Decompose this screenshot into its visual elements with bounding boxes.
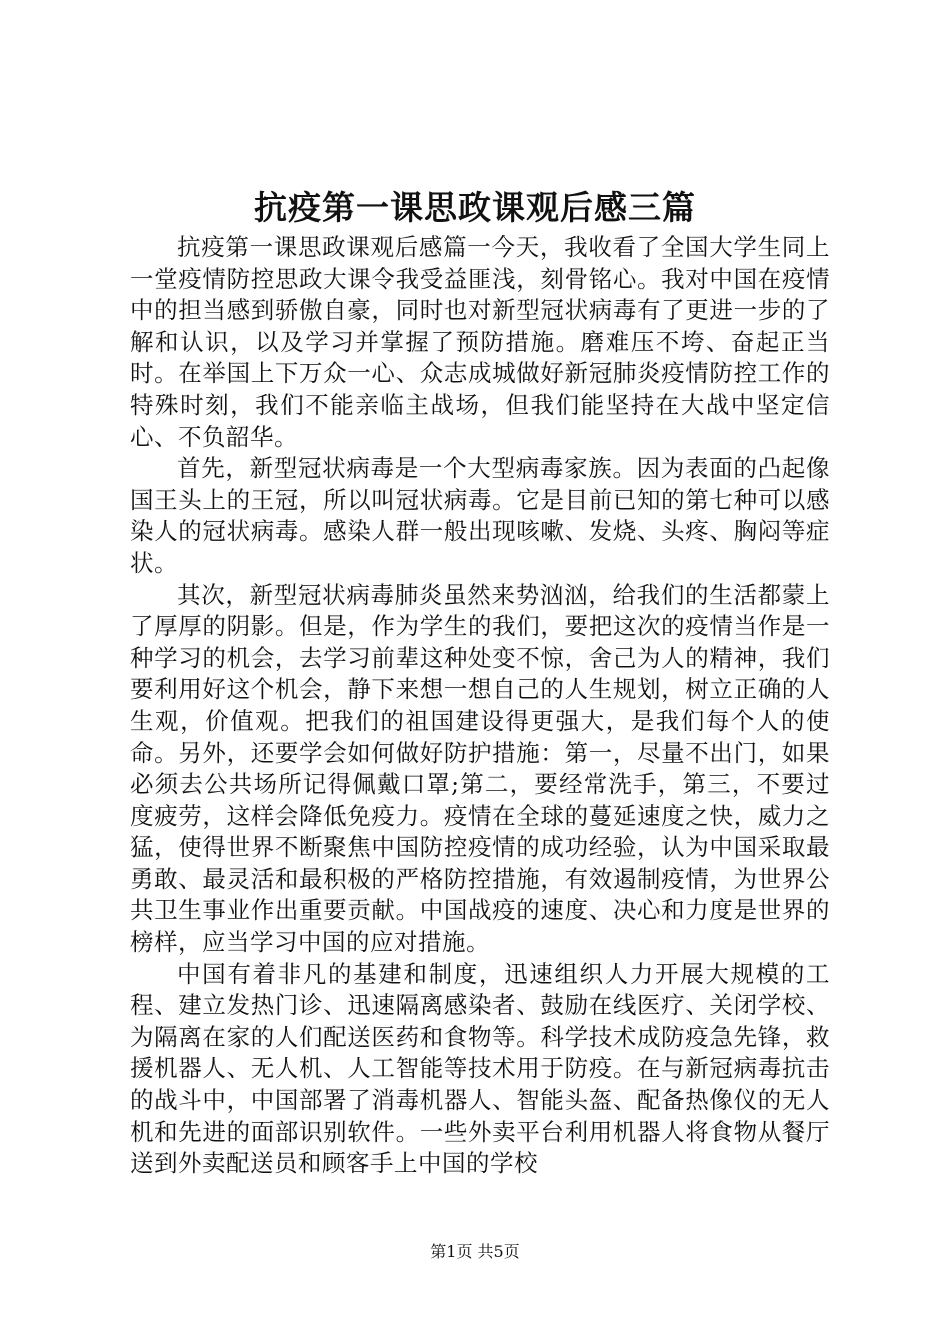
- document-body: [130, 232, 830, 1180]
- page-indicator: 第1页 共5页: [430, 1242, 520, 1261]
- document-title: 抗疫第一课思政课观后感三篇: [254, 188, 696, 227]
- paragraph: 其次，新型冠状病毒肺炎虽然来势汹汹，给我们的生活都蒙上了厚厚的阴影。但是，作为学生的我们，要把这次的疫情当作是一种学习的机会，去学习前辈这种处变不惊，舍己为人的精神，我们要利用好这个机会，静下来想一想自己的人生规划，树立正确的人生观，价值观。把我们的祖国建设得更强大，是我们每个人的使命。另外，还要学会如何做好防护措施：第一，尽量不出门，如果必须去公共场所记得佩戴口罩;第二，要经常洗手，第三，不要过度疲劳，这样会降低免疫力。疫情在全球的蔓延速度之快，威力之猛，使得世界不断聚焦中国防控疫情的成功经验，认为中国采取最勇敢、最灵活和最积极的严格防控措施，有效遏制疫情，为世界公共卫生事业作出重要贡献。中国战疫的速度、决心和力度是世界的榜样，应当学习中国的应对措施。: [130, 580, 830, 957]
- paragraph: 首先，新型冠状病毒是一个大型病毒家族。因为表面的凸起像国王头上的王冠，所以叫冠状病毒。它是目前已知的第七种可以感染人的冠状病毒。感染人群一般出现咳嗽、发烧、头疼、胸闷等症状。: [130, 454, 830, 577]
- paragraph: 抗疫第一课思政课观后感篇一今天，我收看了全国大学生同上一堂疫情防控思政大课令我受益匪浅，刻骨铭心。我对中国在疫情中的担当感到骄傲自豪，同时也对新型冠状病毒有了更进一步的了解和认识，以及学习并掌握了预防措施。磨难压不垮、奋起正当时。在举国上下万众一心、众志成城做好新冠肺炎疫情防控工作的特殊时刻，我们不能亲临主战场，但我们能坚持在大战中坚定信心、不负韶华。: [130, 233, 830, 451]
- paragraph: 中国有着非凡的基建和制度，迅速组织人力开展大规模的工程、建立发热门诊、迅速隔离感染者、鼓励在线医疗、关闭学校、为隔离在家的人们配送医药和食物等。科学技术成防疫急先锋，救援机器人、无人机、人工智能等技术用于防疫。在与新冠病毒抗击的战斗中，中国部署了消毒机器人、智能头盔、配备热像仪的无人机和先进的面部识别软件。一些外卖平台利用机器人将食物从餐厅送到外卖配送员和顾客手上中国的学校: [130, 959, 830, 1178]
- page-footer: [0, 1242, 950, 1262]
